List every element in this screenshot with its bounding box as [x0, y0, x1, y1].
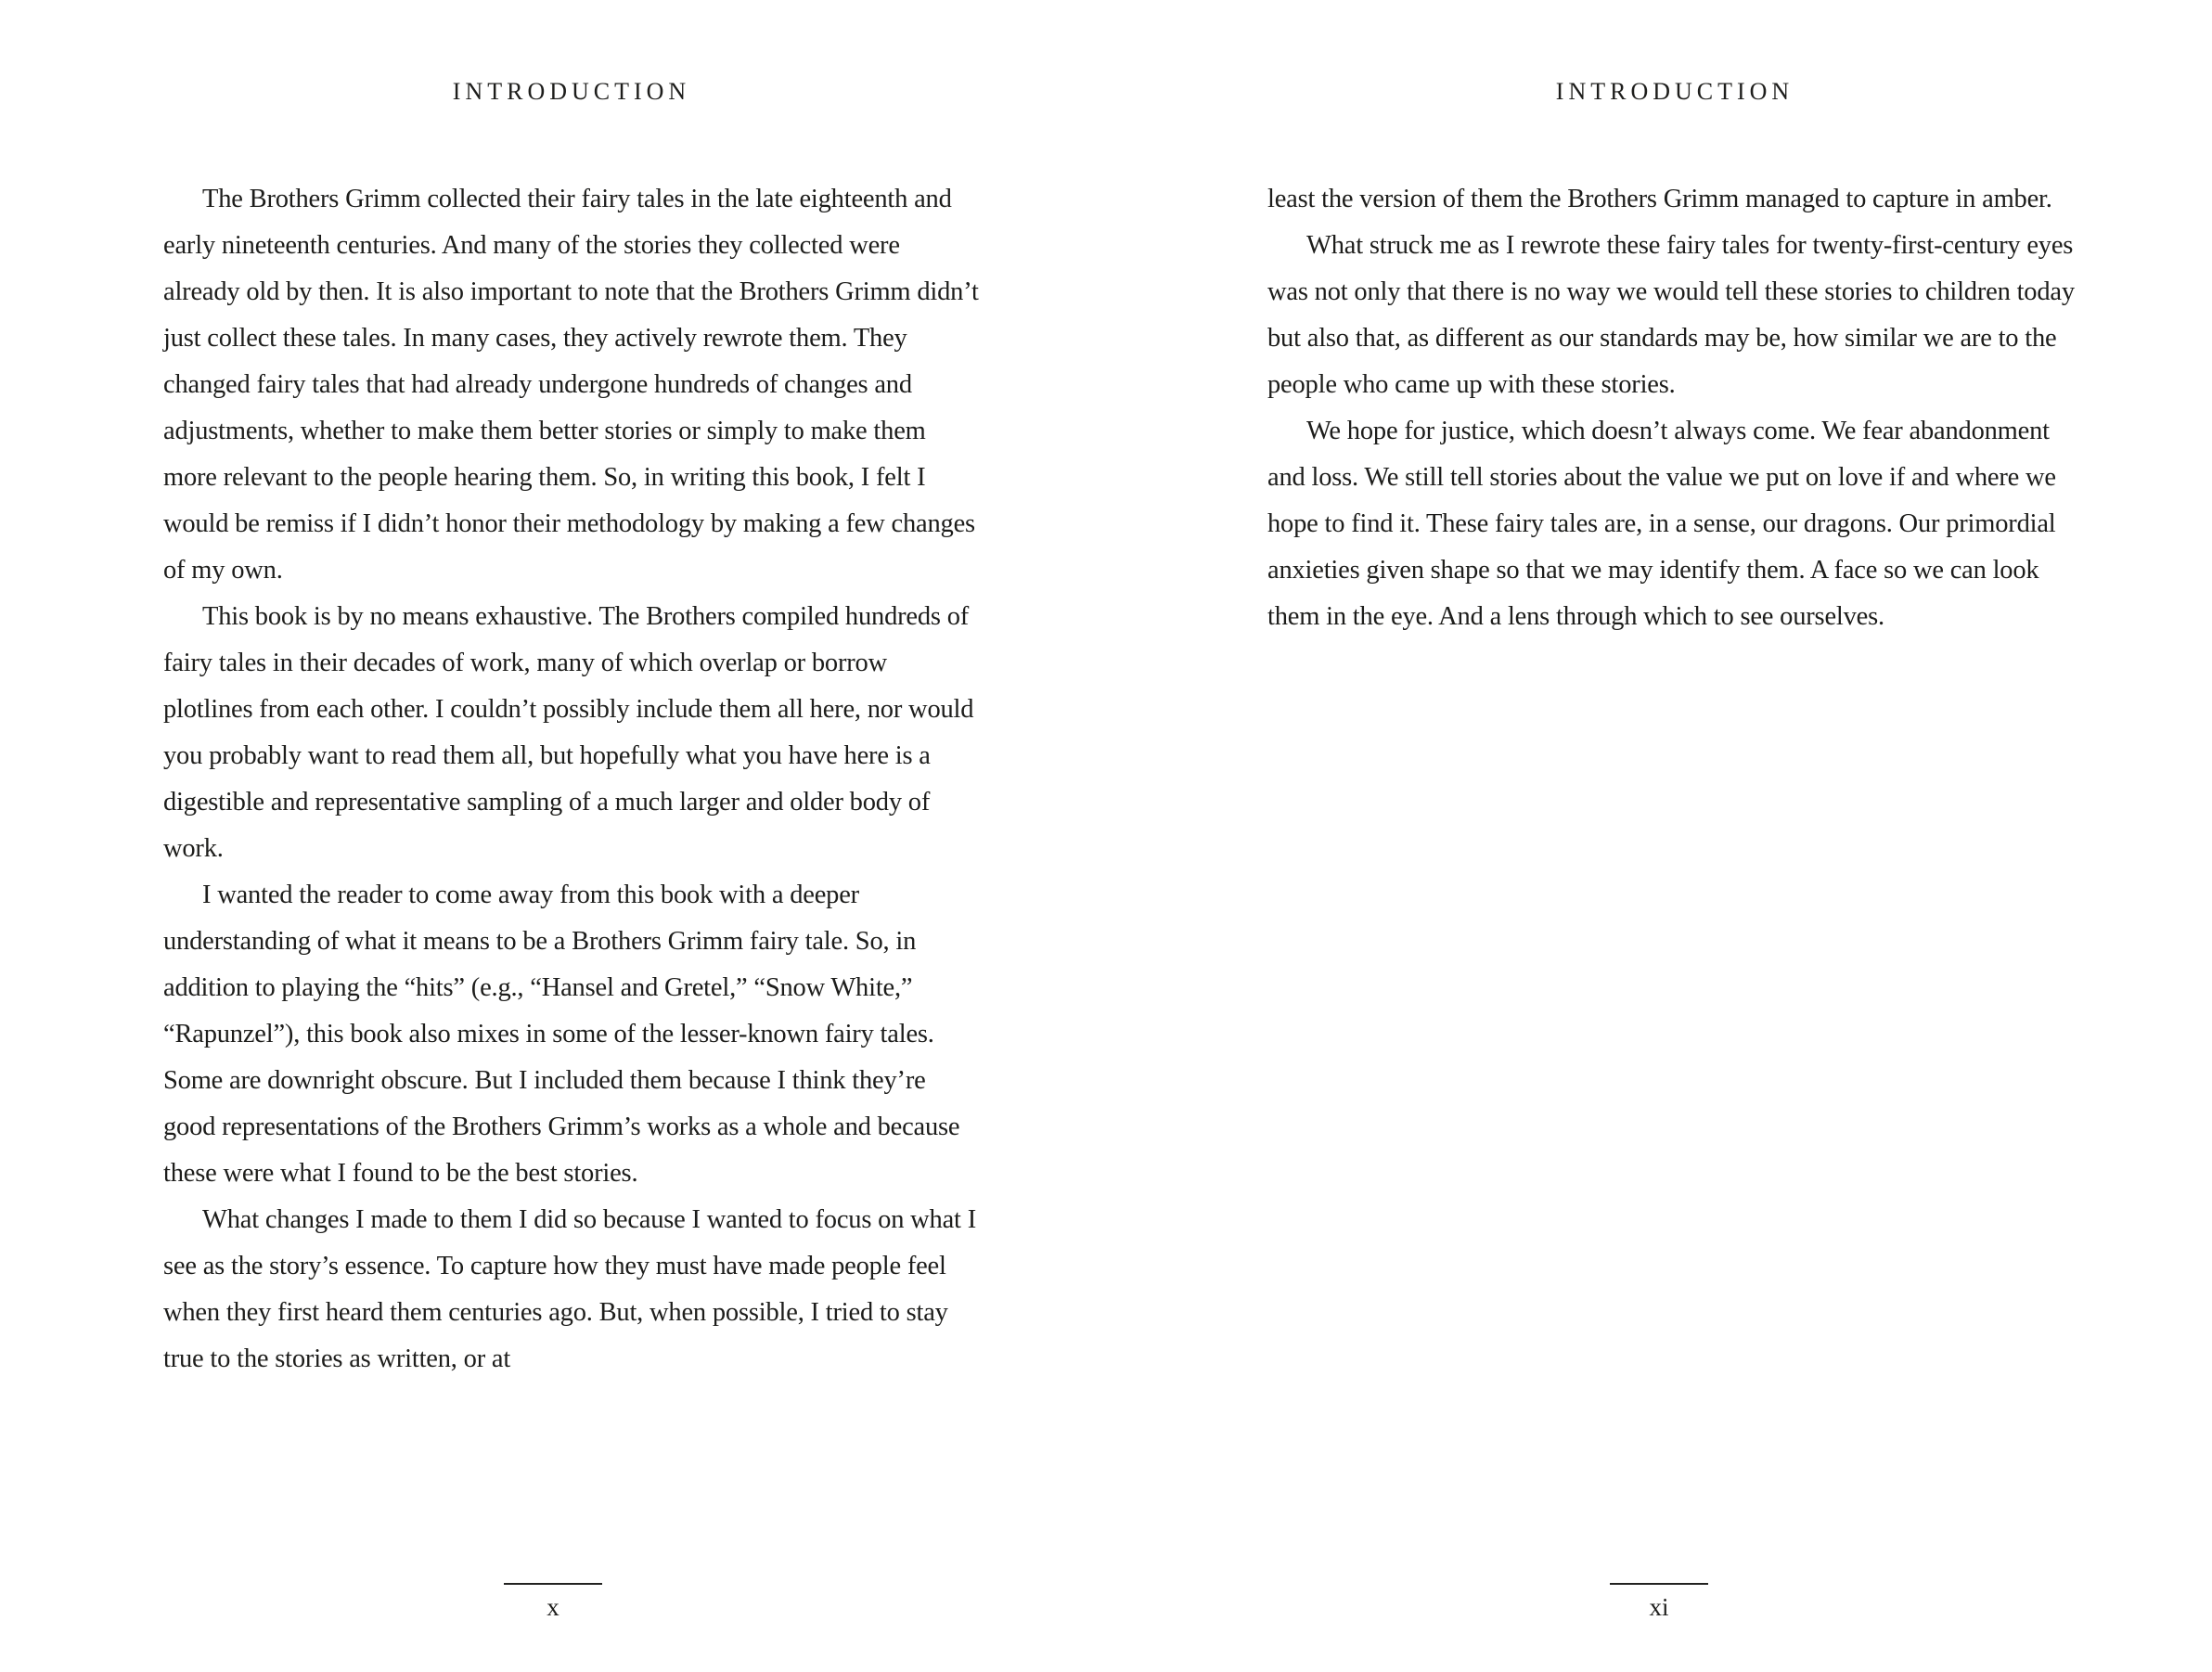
running-head-right: INTRODUCTION: [1555, 78, 1794, 105]
page-footer-right: [1106, 1583, 2212, 1620]
running-head-left: INTRODUCTION: [452, 78, 691, 105]
paragraph: What struck me as I rewrote these fairy tales for twenty-first-century eyes was not only that there is no way we would tell these stories to children today but also that, as different as our standards may be, how similar we are to the people who came up with these stories.: [1267, 231, 2075, 399]
paragraph: What changes I made to them I did so because I wanted to focus on what I see as the story’s essence. To capture how they must have made people feel when they first heard them centuries ago. But, when possible, I tried to stay true to the stories as written, or at: [163, 1205, 976, 1373]
page-right: [1106, 0, 2212, 1672]
paragraph: We hope for justice, which doesn’t always come. We fear abandonment and loss. We still tell stories about the value we put on love if and where we hope to find it. These fairy tales are, in a sense, our dragons. Our primordial anxieties given shape so that we may identify them. A face so we can look them in the eye. And a lens through which to see ourselves.: [1267, 417, 2056, 631]
footer-rule: [504, 1583, 602, 1585]
page-body-right: [1267, 176, 2082, 640]
footer-rule: [1610, 1583, 1708, 1585]
paragraph: I wanted the reader to come away from this book with a deeper understanding of what it means to be a Brothers Grimm fairy tale. So, in addition to playing the “hits” (e.g., “Hansel and Gretel,” “Snow White,” “Rapunzel”), this book also mixes in some of the lesser-known fairy tales. Some are downright obscure. But I included them because I think they’re good representations of the Brothers Grimm’s works as a whole and because these were what I found to be the best stories.: [163, 881, 960, 1188]
paragraph: The Brothers Grimm collected their fairy tales in the late eighteenth and early nineteenth centuries. And many of the stories they collected were already old by then. It is also important to note that the Brothers Grimm didn’t just collect these tales. In many cases, they actively rewrote them. They changed fairy tales that had already undergone hundreds of changes and adjustments, whether to make them better stories or simply to make them more relevant to the people hearing them. So, in writing this book, I felt I would be remiss if I didn’t honor their methodology by making a few changes of my own.: [163, 185, 979, 585]
page-number: x: [547, 1593, 559, 1621]
page-number: xi: [1649, 1593, 1669, 1621]
page-body-left: [163, 176, 980, 1383]
paragraph: least the version of them the Brothers Grimm managed to capture in amber.: [1267, 185, 2052, 213]
page-footer-left: [0, 1583, 1106, 1620]
paragraph: This book is by no means exhaustive. The Brothers compiled hundreds of fairy tales in their decades of work, many of which overlap or borrow plotlines from each other. I couldn’t possibly include them all here, nor would you probably want to read them all, but hopefully what you have here is a digestible and representative sampling of a much larger and older body of work.: [163, 602, 974, 863]
